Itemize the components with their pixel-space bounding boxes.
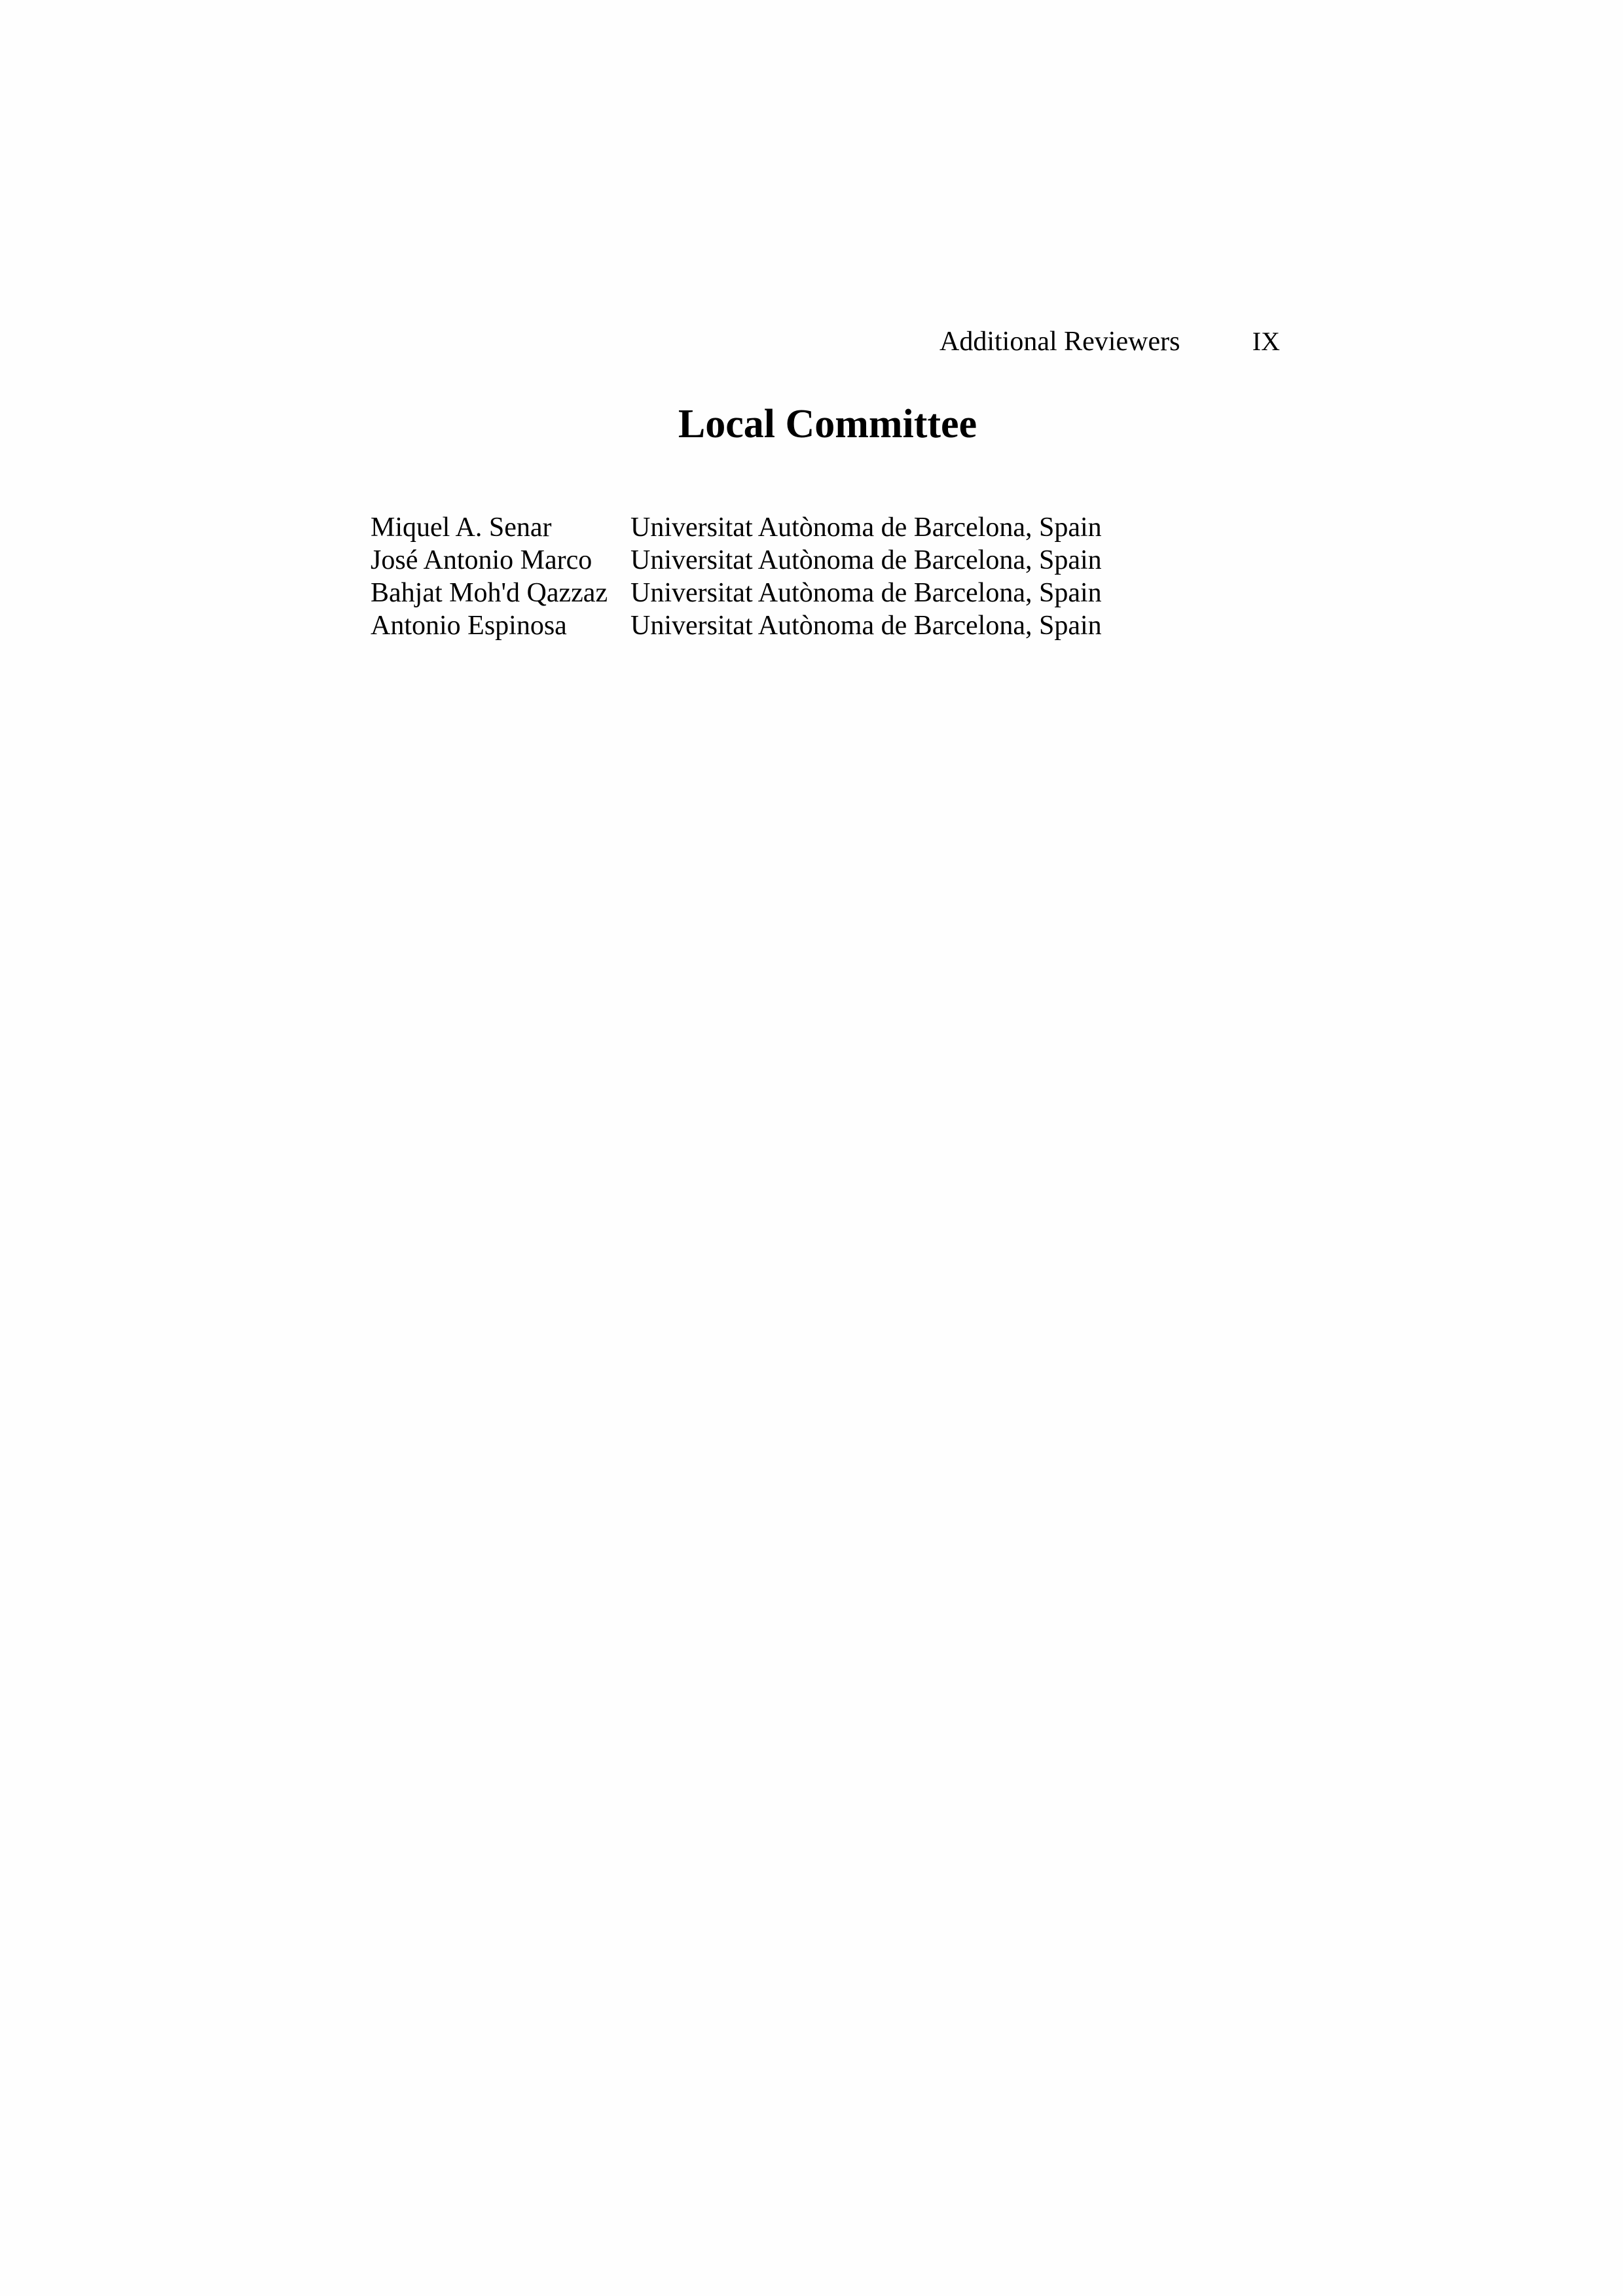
committee-member-row: [371, 511, 1102, 544]
page-number: IX: [1252, 327, 1280, 356]
committee-list: [371, 511, 1102, 642]
running-head: [939, 322, 1280, 361]
member-name: José Antonio Marco: [371, 545, 593, 575]
member-affiliation: Universitat Autònoma de Barcelona, Spain: [630, 512, 1102, 543]
member-name: Bahjat Moh'd Qazzaz: [371, 578, 608, 608]
member-name: Antonio Espinosa: [371, 611, 567, 641]
running-title: Additional Reviewers: [939, 327, 1180, 357]
committee-member-row: [371, 609, 1102, 642]
member-affiliation: Universitat Autònoma de Barcelona, Spain: [630, 611, 1102, 641]
member-name: Miquel A. Senar: [371, 512, 552, 543]
member-affiliation: Universitat Autònoma de Barcelona, Spain: [630, 545, 1102, 575]
section-title: Local Committee: [678, 402, 977, 446]
committee-member-row: [371, 577, 1102, 609]
committee-member-row: [371, 544, 1102, 577]
member-affiliation: Universitat Autònoma de Barcelona, Spain: [630, 578, 1102, 608]
